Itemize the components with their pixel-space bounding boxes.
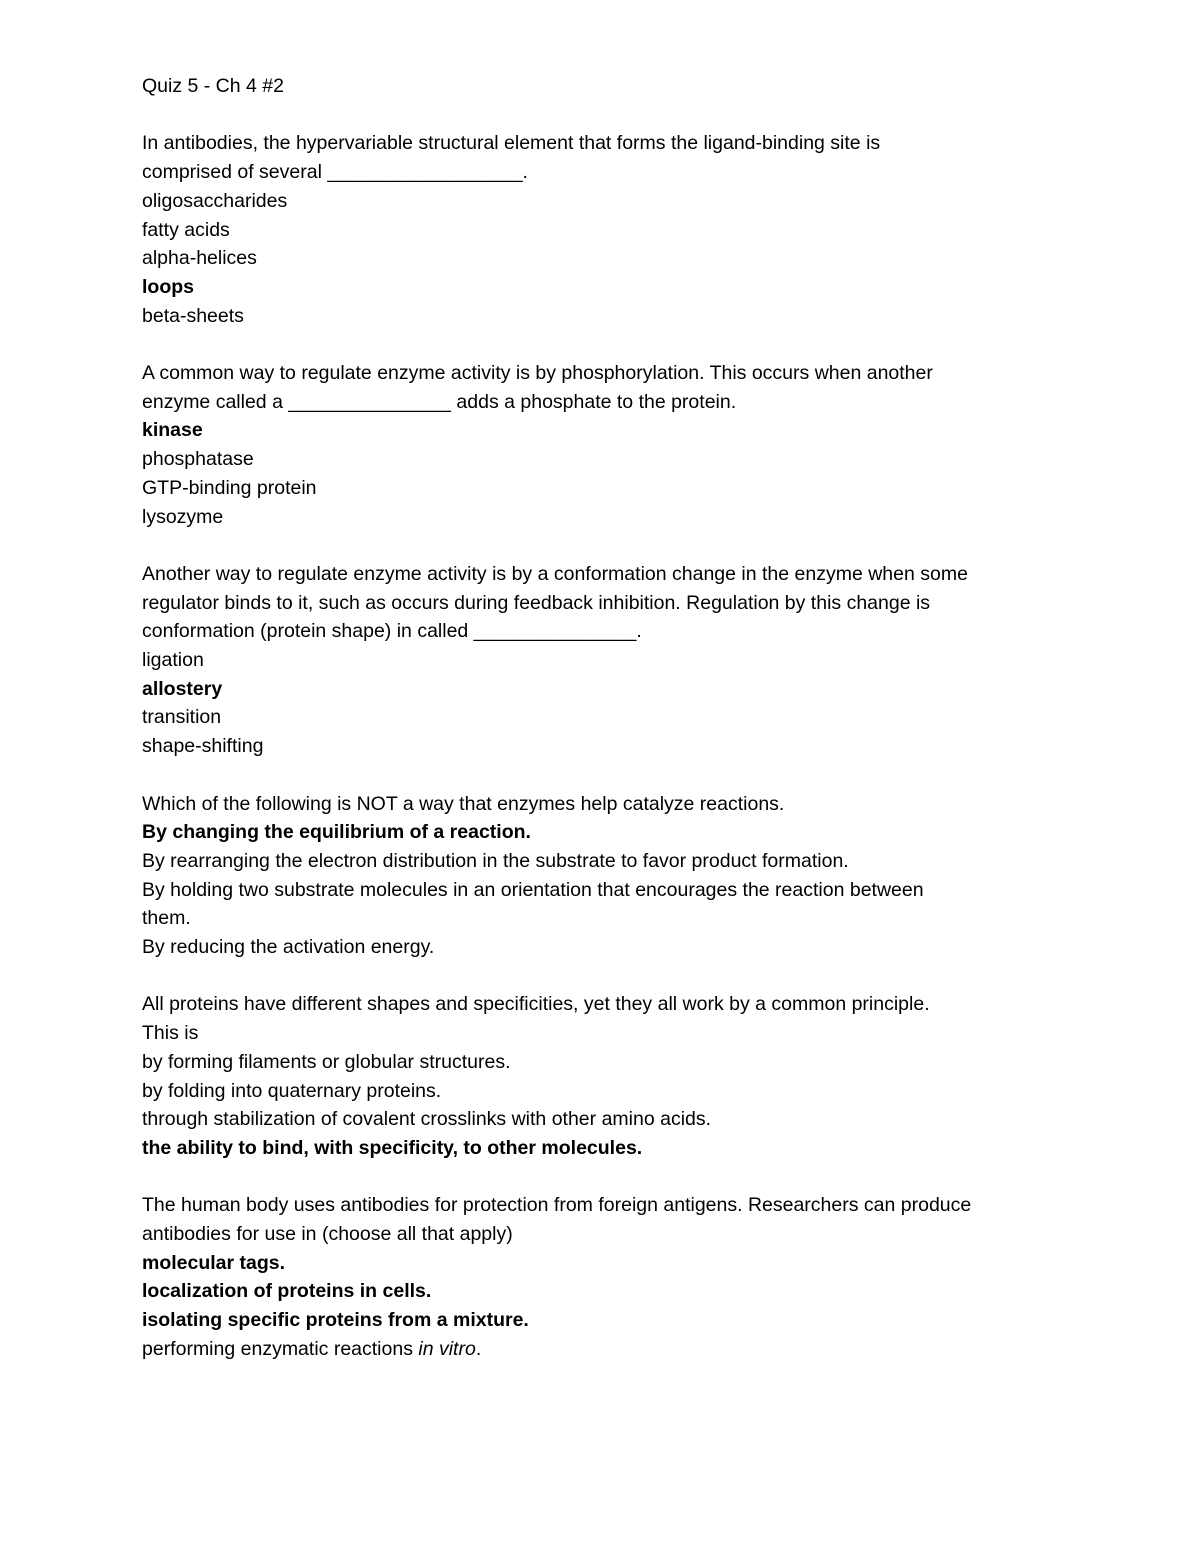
answer-option-italic: in vitro (418, 1337, 476, 1360)
answer-option: By rearranging the electron distribution in the substrate to favor product formation. (142, 849, 849, 872)
spacer (142, 962, 1082, 991)
answer-option: By holding two substrate molecules in an orientation that encourages the reaction between (142, 878, 924, 901)
answer-option: fatty acids (142, 218, 230, 241)
question-text-line: In antibodies, the hypervariable structural element that forms the ligand-binding site is (142, 132, 881, 155)
question-text-line: enzyme called a _______________ adds a phosphate to the protein. (142, 390, 737, 413)
question-text-line: Which of the following is NOT a way that enzymes help catalyze reactions. (142, 792, 785, 815)
answer-option-correct: By changing the equilibrium of a reaction. (142, 821, 531, 844)
question-block (142, 790, 1082, 991)
answer-option: alpha-helices (142, 247, 257, 270)
answer-option: by forming filaments or globular structures. (142, 1050, 511, 1073)
answer-option: lysozyme (142, 505, 224, 528)
answer-option: transition (142, 706, 222, 729)
question-text-line: The human body uses antibodies for protection from foreign antigens. Researchers can produce (142, 1194, 972, 1217)
answer-option-end: . (475, 1337, 482, 1360)
question-block (142, 990, 1082, 1191)
answer-option: By reducing the activation energy. (142, 936, 435, 959)
answer-option: phosphatase (142, 448, 254, 471)
answer-option-text: performing enzymatic reactions (142, 1337, 419, 1360)
question-text-line: Another way to regulate enzyme activity is by a conformation change in the enzyme when some (142, 562, 968, 585)
question-block (142, 1191, 1082, 1363)
question-text-line: This is (142, 1022, 199, 1045)
question-text-line: conformation (protein shape) in called _______________. (142, 620, 642, 643)
spacer (142, 101, 1082, 130)
answer-option: oligosaccharides (142, 189, 288, 212)
answer-option: GTP-binding protein (142, 476, 317, 499)
answer-option-correct: the ability to bind, with specificity, to other molecules. (142, 1136, 643, 1159)
answer-option: through stabilization of covalent crosslinks with other amino acids. (142, 1108, 712, 1131)
answer-option: by folding into quaternary proteins. (142, 1079, 442, 1102)
question-text-line: All proteins have different shapes and specificities, yet they all work by a common principle. (142, 993, 930, 1016)
question-text-line: comprised of several __________________. (142, 161, 528, 184)
spacer (142, 531, 1082, 560)
question-text-line: antibodies for use in (choose all that apply) (142, 1223, 513, 1246)
answer-option-correct: molecular tags. (142, 1251, 286, 1274)
answer-option (142, 1335, 1082, 1364)
spacer (142, 761, 1082, 790)
question-text-line: regulator binds to it, such as occurs during feedback inhibition. Regulation by this change is (142, 591, 931, 614)
answer-option-correct: allostery (142, 677, 223, 700)
answer-option-correct: localization of proteins in cells. (142, 1280, 432, 1303)
question-block (142, 129, 1082, 359)
answer-option-correct: isolating specific proteins from a mixture. (142, 1309, 529, 1332)
answer-option: shape-shifting (142, 735, 264, 758)
answer-option-correct: loops (142, 275, 194, 298)
document-title: Quiz 5 - Ch 4 #2 (142, 75, 284, 97)
answer-option: ligation (142, 649, 204, 672)
answer-option: them. (142, 907, 191, 930)
question-block (142, 359, 1082, 560)
spacer (142, 330, 1082, 359)
question-block (142, 560, 1082, 790)
question-text-line: A common way to regulate enzyme activity is by phosphorylation. This occurs when another (142, 362, 933, 384)
answer-option: beta-sheets (142, 304, 244, 327)
question-list (142, 129, 1082, 1363)
answer-option-correct: kinase (142, 419, 203, 442)
document-page (142, 72, 1082, 1364)
spacer (142, 1163, 1082, 1192)
